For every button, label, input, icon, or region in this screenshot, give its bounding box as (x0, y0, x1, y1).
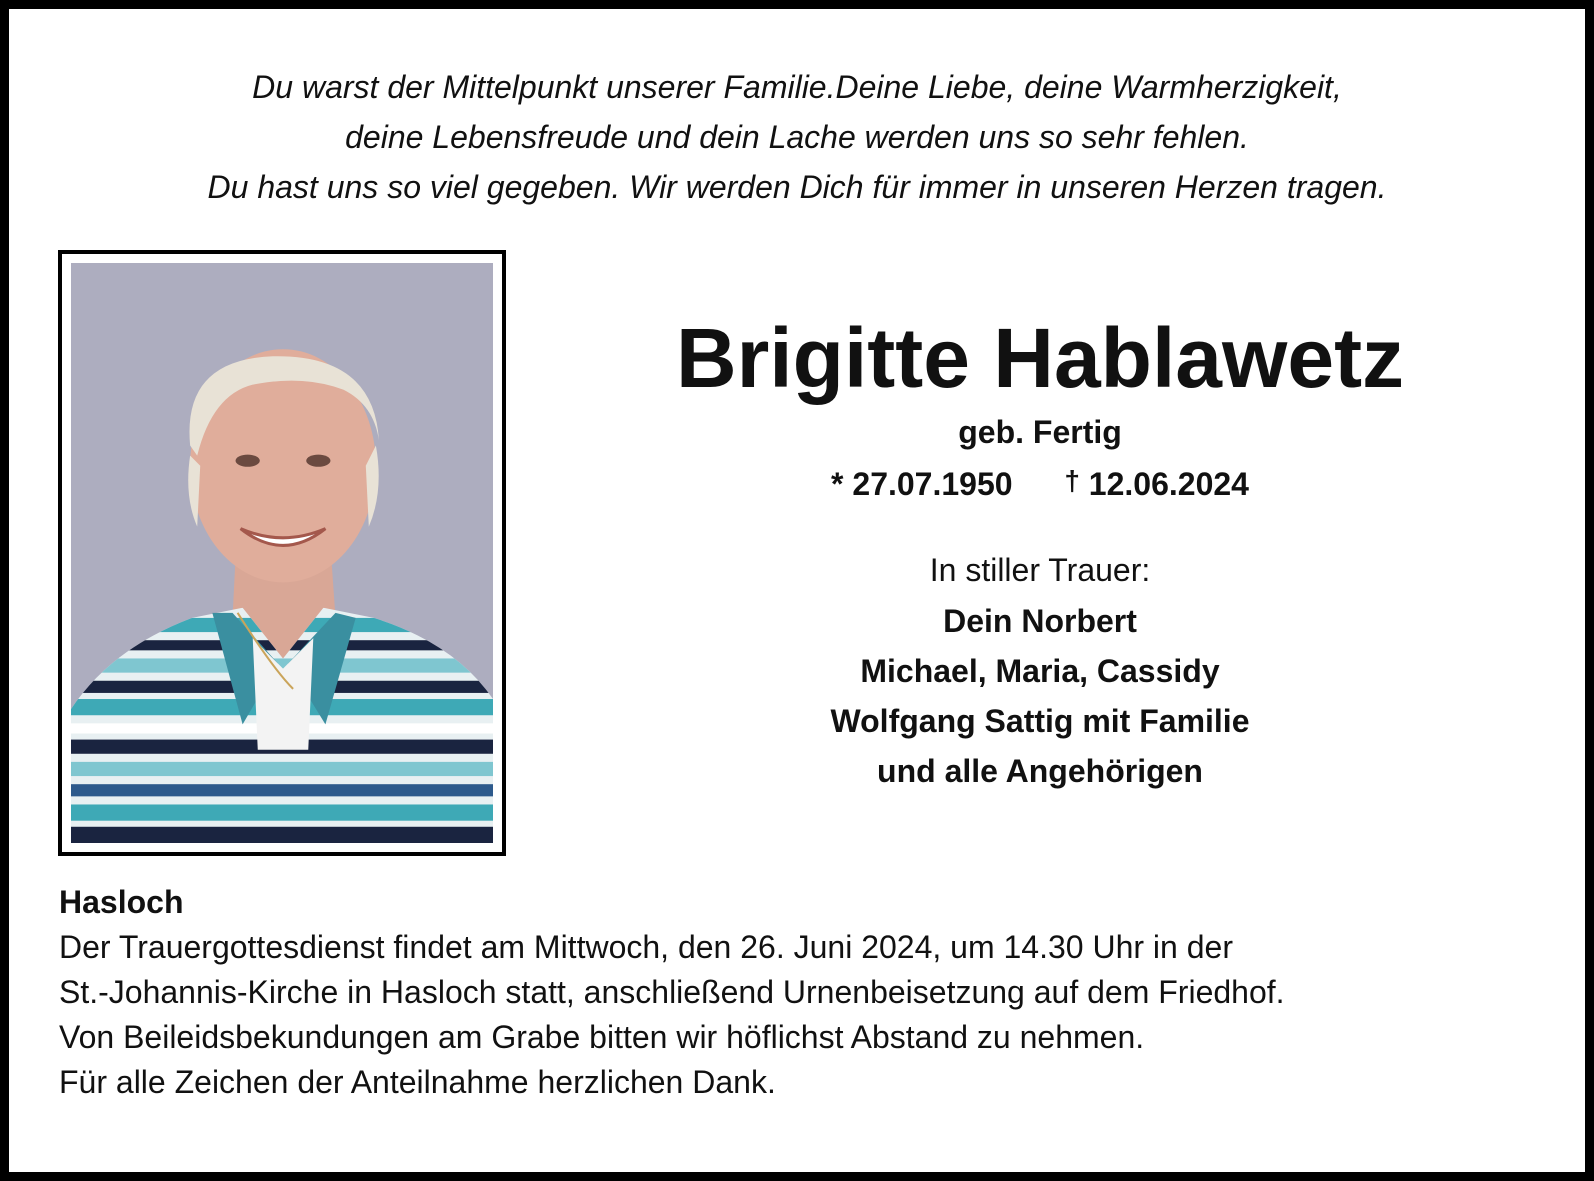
mourner-line: Dein Norbert (943, 603, 1137, 639)
birth-date: 27.07.1950 (852, 466, 1013, 502)
life-dates (640, 462, 1440, 508)
death-date: 12.06.2024 (1088, 466, 1249, 502)
portrait-frame (58, 250, 506, 856)
mourner-line: Wolfgang Sattig mit Familie (830, 703, 1250, 739)
mourner-line: und alle Angehörigen (877, 753, 1203, 789)
memorial-quote (40, 62, 1554, 212)
mourners-intro: In stiller Trauer: (929, 552, 1151, 588)
cross-icon: † (1064, 465, 1080, 496)
info-line: Für alle Zeichen der Anteilnahme herzlichen Dank. (59, 1064, 776, 1100)
info-line: Der Trauergottesdienst findet am Mittwoch, den 26. Juni 2024, um 14.30 Uhr in der (59, 929, 1233, 965)
born-symbol: * (831, 466, 844, 502)
quote-line: Du hast uns so viel gegeben. Wir werden Dich für immer in unseren Herzen tragen. (207, 169, 1387, 205)
quote-line: deine Lebensfreude und dein Lache werden uns so sehr fehlen. (345, 119, 1249, 155)
info-line: Von Beileidsbekundungen am Grabe bitten wir höflichst Abstand zu nehmen. (59, 1019, 1145, 1055)
maiden-name: geb. Fertig (958, 414, 1122, 450)
info-line: St.-Johannis-Kirche in Hasloch statt, anschließend Urnenbeisetzung auf dem Friedhof. (59, 974, 1285, 1010)
portrait-photo (71, 263, 493, 843)
mourners-list (640, 596, 1440, 796)
quote-line: Du warst der Mittelpunkt unserer Familie.Deine Liebe, deine Warmherzigkeit, (252, 69, 1342, 105)
deceased-name: Brigitte Hablawetz (675, 311, 1405, 405)
funeral-info (59, 880, 1529, 1105)
mourner-line: Michael, Maria, Cassidy (860, 653, 1220, 689)
place-name: Hasloch (59, 884, 184, 920)
portrait-illustration (71, 263, 493, 843)
